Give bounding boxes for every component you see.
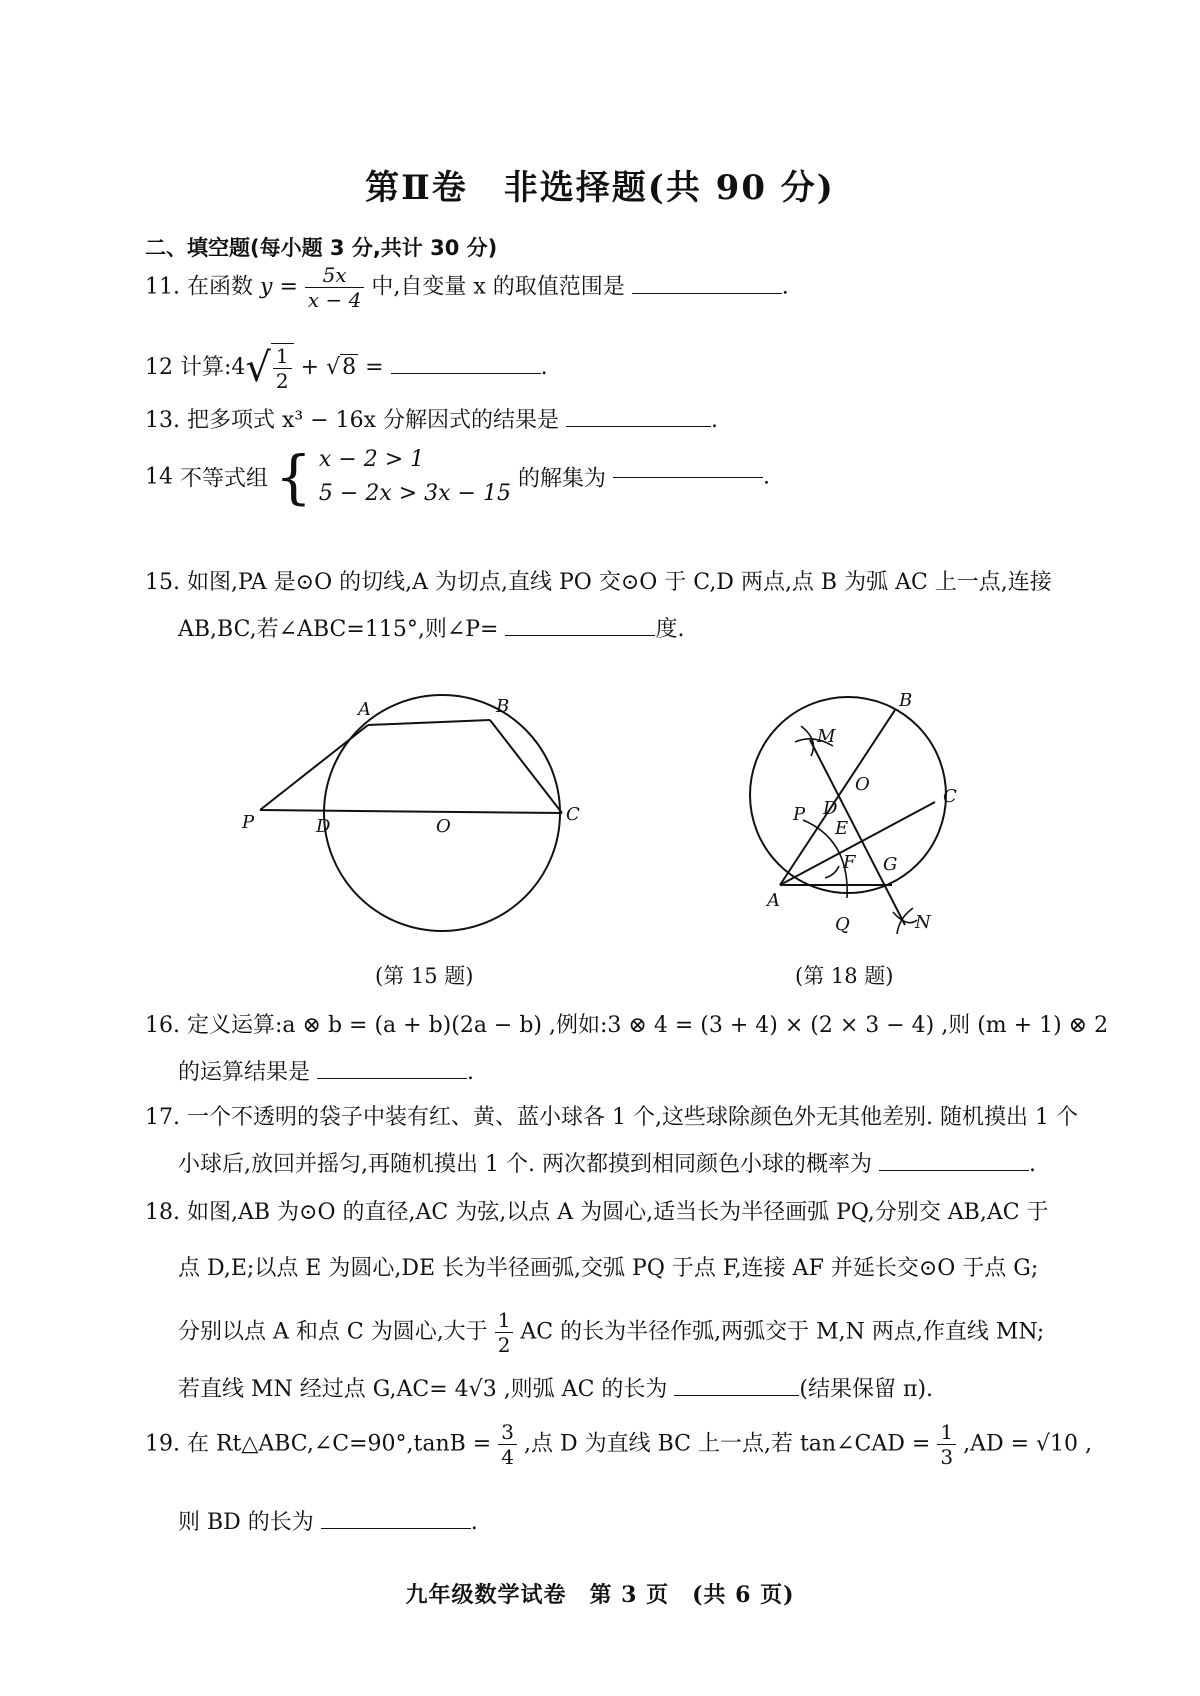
- q11-func-y: y =: [260, 274, 298, 300]
- q18-line2: 点 D,E;以点 E 为圆心,DE 长为半径画弧,交弧 PQ 于点 F,连接 AF 并延长交⊙O 于点 G;: [178, 1256, 1039, 1281]
- question-15-line2: [178, 612, 684, 643]
- question-14: [145, 443, 770, 511]
- q15-line1: 如图,PA 是⊙O 的切线,A 为切点,直线 PO 交⊙O 于 C,D 两点,点 B 为弧 AC 上一点,连接: [187, 570, 1052, 595]
- q14-pre: 不等式组: [180, 466, 269, 492]
- question-17-line2: [178, 1147, 1036, 1178]
- q12-pre: 计算:: [180, 355, 232, 380]
- q18-line3-pre: 分别以点 A 和点 C 为圆心,大于: [178, 1319, 488, 1345]
- q18-line3-post: AC 的长为半径作弧,两弧交于 M,N 两点,作直线 MN;: [520, 1319, 1045, 1345]
- q19-mid: ,点 D 为直线 BC 上一点,若 tan∠CAD =: [523, 1431, 931, 1457]
- question-16-line2: [178, 1055, 474, 1086]
- q14-line2: 5 − 2x > 3x − 15: [318, 481, 511, 506]
- q18-number: 18.: [145, 1200, 180, 1225]
- page-title: 第Ⅱ卷 非选择题(共 90 分): [365, 168, 835, 208]
- q11-post: 中,自变量 x 的取值范围是: [371, 274, 625, 300]
- question-18-line4: [178, 1372, 933, 1403]
- q11-fraction: [305, 263, 364, 312]
- q11-pre: 在函数: [187, 274, 254, 300]
- fig15-tangent-pa: [260, 725, 368, 810]
- q18-line4-pre: 若直线 MN 经过点 G,AC= 4√3 ,则弧 AC 的长为: [178, 1377, 668, 1402]
- q14-line1: x − 2 > 1: [318, 447, 425, 472]
- fig18-label-q: Q: [835, 914, 850, 935]
- fig18-caption: (第 18 题): [795, 964, 894, 988]
- question-19: [145, 1420, 1092, 1469]
- q13-end: .: [711, 408, 719, 433]
- q19-end: .: [470, 1510, 478, 1535]
- figure-15: [240, 670, 600, 960]
- fig18-label-g: G: [883, 854, 898, 875]
- q17-line1: 一个不透明的袋子中装有红、黄、蓝小球各 1 个,这些球除颜色外无其他差别. 随机摸出 1 个: [187, 1105, 1078, 1130]
- q11-frac-den: x − 4: [307, 288, 362, 312]
- q13-answer-blank[interactable]: [566, 425, 711, 427]
- q19-post: ,AD = √10 ,: [963, 1431, 1093, 1457]
- q19-fraction-1: [498, 1420, 517, 1469]
- q14-system: [319, 443, 511, 511]
- fig15-line-pc: [260, 810, 562, 813]
- fig18-label-o: O: [855, 774, 870, 795]
- figure-18: [735, 690, 985, 945]
- question-18-line3: [178, 1308, 1044, 1357]
- q16-line2: 的运算结果是: [178, 1060, 311, 1085]
- q18-line4-post: (结果保留 π).: [799, 1377, 934, 1402]
- q11-frac-num: 5x: [305, 263, 364, 288]
- q19-fraction-2: [937, 1420, 956, 1469]
- q19-answer-blank[interactable]: [321, 1527, 471, 1529]
- fig15-label-o: O: [436, 816, 451, 837]
- q16-line1: 定义运算:a ⊗ b = (a + b)(2a − b) ,例如:3 ⊗ 4 = (3 + 4) × (2 × 3 − 4) ,则 (m + 1) ⊗ 2: [187, 1013, 1109, 1038]
- question-17: [145, 1100, 1078, 1131]
- q19-number: 19.: [145, 1431, 180, 1457]
- q12-fraction: [271, 343, 294, 393]
- q17-line2: 小球后,放回并摇匀,再随机摸出 1 个. 两次都摸到相同颜色小球的概率为: [178, 1152, 872, 1177]
- fig18-label-d: D: [823, 798, 838, 819]
- q14-post: 的解集为: [517, 466, 606, 492]
- q12-answer-blank[interactable]: [391, 372, 541, 374]
- q11-end: .: [781, 274, 789, 300]
- fig15-caption: (第 15 题): [375, 964, 474, 988]
- fig15-chord-ab: [368, 720, 490, 725]
- q19-pre: 在 Rt△ABC,∠C=90°,tanB =: [187, 1431, 492, 1457]
- page-footer: 九年级数学试卷 第 3 页 (共 6 页): [405, 1582, 795, 1608]
- fig18-label-b: B: [899, 690, 913, 711]
- q12-coef: 4: [231, 355, 246, 380]
- q11-number: 11.: [145, 274, 180, 300]
- q14-answer-blank[interactable]: [613, 476, 763, 478]
- q13-text: 把多项式 x³ − 16x 分解因式的结果是: [187, 408, 560, 433]
- q12-number: 12: [145, 355, 173, 380]
- fig15-label-b: B: [496, 696, 510, 717]
- section-heading: 二、填空题(每小题 3 分,共计 30 分): [145, 236, 498, 260]
- fig18-diameter-ab: [780, 710, 898, 885]
- q13-number: 13.: [145, 408, 180, 433]
- q12-plus: +: [300, 355, 320, 380]
- fig18-arc-n1: [893, 912, 917, 923]
- question-13: [145, 403, 718, 434]
- q16-end: .: [467, 1060, 475, 1085]
- q18-frac-den: 2: [497, 1333, 511, 1357]
- q14-end: .: [763, 464, 770, 490]
- fig18-label-n: N: [915, 912, 931, 933]
- fig15-label-p: P: [242, 812, 255, 833]
- q15-line2: AB,BC,若∠ABC=115°,则∠P=: [178, 617, 499, 642]
- q18-line1: 如图,AB 为⊙O 的直径,AC 为弦,以点 A 为圆心,适当长为半径画弧 PQ,分别交 AB,AC 于: [187, 1200, 1049, 1225]
- q18-frac-num: 1: [495, 1308, 514, 1333]
- fig15-label-a: A: [358, 699, 371, 720]
- q15-number: 15.: [145, 570, 180, 595]
- q17-number: 17.: [145, 1105, 180, 1130]
- fig15-label-c: C: [566, 804, 580, 825]
- q15-answer-blank[interactable]: [505, 634, 655, 636]
- question-18: [145, 1195, 1049, 1226]
- question-16: [145, 1008, 1108, 1039]
- question-18-line2: [178, 1251, 1038, 1282]
- question-15: [145, 565, 1052, 596]
- q19-frac1-num: 3: [498, 1420, 517, 1445]
- q17-answer-blank[interactable]: [879, 1169, 1029, 1171]
- fig18-label-p: P: [793, 804, 806, 825]
- q19-frac2-den: 3: [940, 1445, 954, 1469]
- fig18-label-f: F: [843, 852, 856, 873]
- q16-answer-blank[interactable]: [317, 1077, 467, 1079]
- q11-answer-blank[interactable]: [632, 292, 782, 294]
- fig18-arc-f: [825, 866, 839, 878]
- fig15-label-d: D: [316, 816, 331, 837]
- fig18-label-e: E: [835, 818, 849, 839]
- q19-frac2-num: 1: [937, 1420, 956, 1445]
- q18-fraction: [495, 1308, 514, 1357]
- fig18-label-m: M: [817, 726, 836, 747]
- question-11: [145, 263, 789, 312]
- q12-eq: =: [365, 355, 384, 380]
- q15-end: 度.: [655, 617, 685, 642]
- q12-frac-num: 1: [273, 344, 292, 369]
- q14-brace: {: [275, 443, 312, 511]
- q12-frac-den: 2: [275, 369, 289, 393]
- fig18-label-a: A: [767, 890, 780, 911]
- question-12: 12 计算:4√ $\frac{1}{2}$ + √8 = .: [145, 344, 548, 393]
- q12-end: .: [540, 355, 548, 380]
- question-19-line2: [178, 1505, 478, 1536]
- q14-number: 14: [145, 464, 173, 490]
- q19-frac1-den: 4: [501, 1445, 514, 1469]
- q18-answer-blank[interactable]: [674, 1394, 799, 1396]
- q19-line2: 则 BD 的长为: [178, 1510, 314, 1535]
- fig18-label-c: C: [943, 786, 957, 807]
- q16-number: 16.: [145, 1013, 180, 1038]
- q17-end: .: [1028, 1152, 1036, 1177]
- q12-sqrt-radicand: 8: [342, 355, 357, 380]
